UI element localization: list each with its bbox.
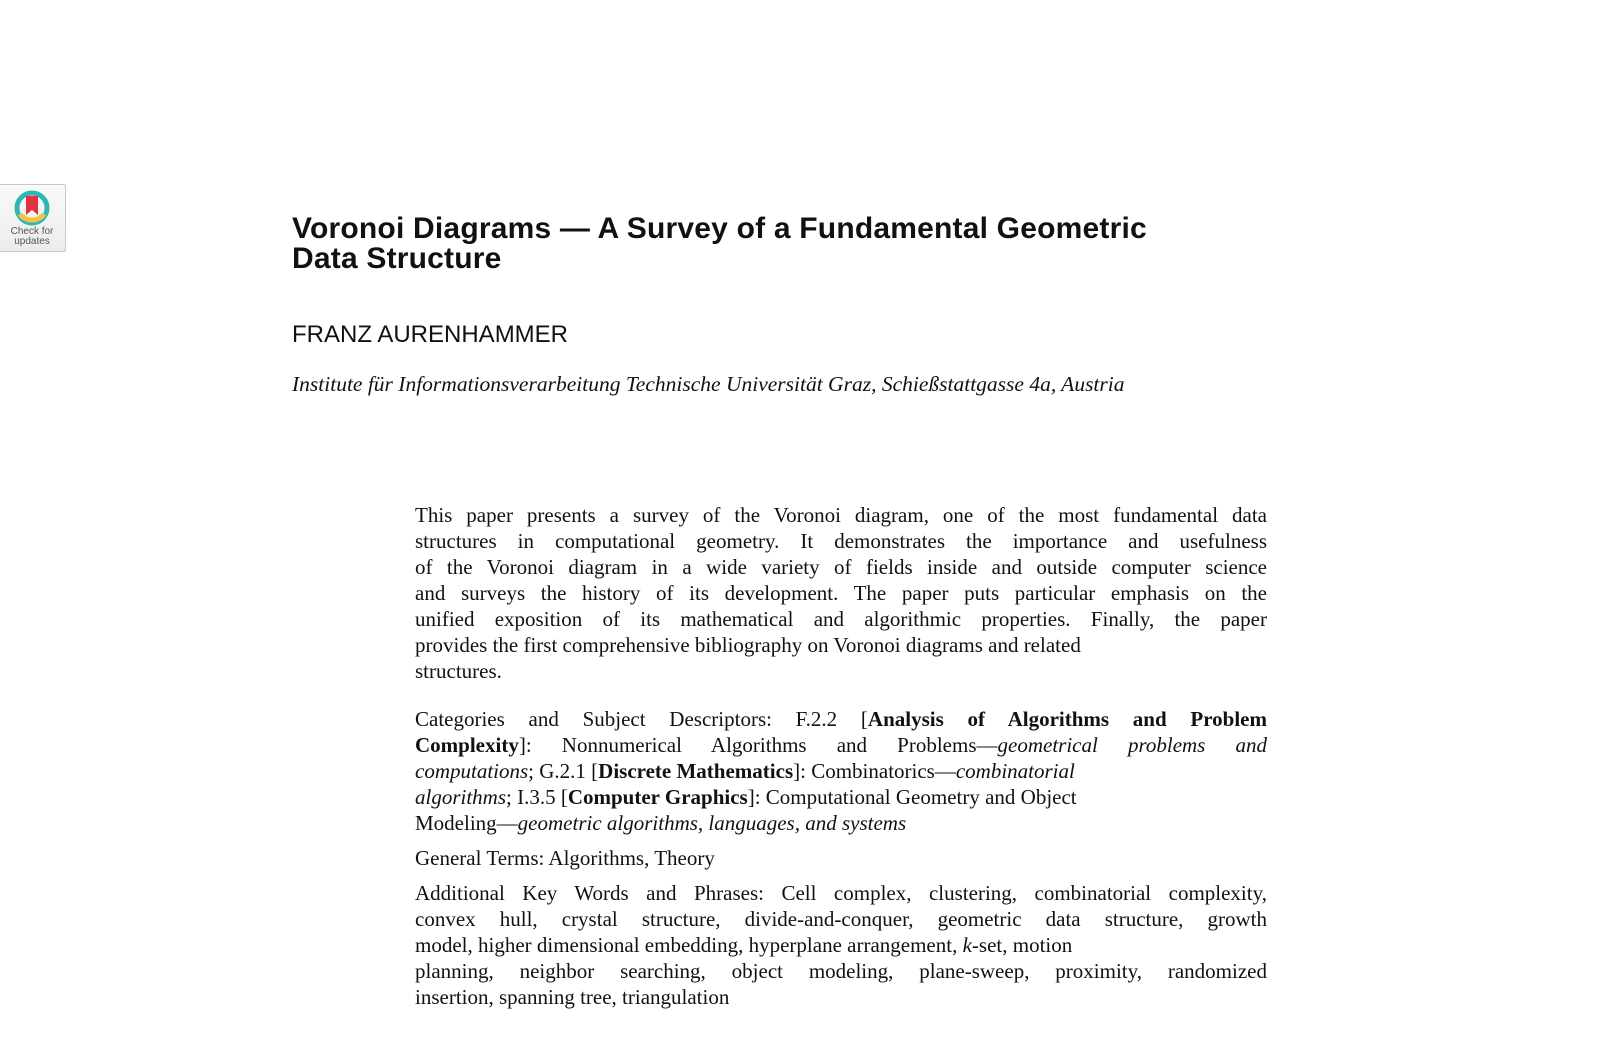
keywords-line: insertion, spanning tree, triangulation: [415, 985, 730, 1009]
abstract-line: unified exposition of its mathematical and algorithmic properties. Finally, the paper: [415, 607, 1267, 631]
author-name: FRANZ AURENHAMMER: [292, 321, 569, 348]
categories-line-5: [415, 810, 1267, 836]
categories-text: ; G.2.1 [: [528, 759, 599, 783]
categories-bold: Computer Graphics: [567, 785, 748, 809]
check-for-updates-label: [0, 227, 64, 247]
categories-italic: combinatorial: [955, 759, 1075, 783]
keywords-line: convex hull, crystal structure, divide-and-conquer, geometric data structure, growth: [415, 907, 1267, 931]
title-line-1: Voronoi Diagrams — A Survey of a Fundamental Geometric: [292, 212, 1147, 245]
keywords-text: model, higher dimensional embedding, hyperplane arrangement,: [415, 933, 963, 957]
abstract-line: structures in computational geometry. It demonstrates the importance and usefulness: [415, 529, 1267, 553]
categories-bold: Complexity: [415, 733, 519, 757]
abstract-line: structures.: [415, 659, 502, 683]
keywords-line: Additional Key Words and Phrases: Cell complex, clustering, combinatorial complexity,: [415, 881, 1267, 905]
categories-line-1: [415, 706, 1267, 732]
keywords-text: -set, motion: [971, 933, 1073, 957]
categories-text: ; I.3.5 [: [506, 785, 568, 809]
check-for-updates-badge[interactable]: [0, 184, 66, 252]
keywords-line: planning, neighbor searching, object modeling, plane-sweep, proximity, randomized: [415, 959, 1267, 983]
categories-text: ]: Nonnumerical Algorithms and Problems—: [518, 733, 998, 757]
categories-italic: geometric algorithms, languages, and systems: [517, 811, 907, 835]
categories-text: ]: Computational Geometry and Object: [747, 785, 1077, 809]
abstract-line: provides the first comprehensive bibliography on Voronoi diagrams and related: [415, 633, 1081, 657]
keywords-italic: k: [962, 933, 972, 957]
categories-line-4: [415, 784, 1267, 810]
categories-subject-descriptors: [415, 706, 1267, 836]
abstract-line: and surveys the history of its development. The paper puts particular emphasis on the: [415, 581, 1267, 605]
categories-italic: computations: [415, 759, 529, 783]
categories-text: Modeling—: [415, 811, 518, 835]
categories-italic: geometrical problems and: [997, 733, 1267, 757]
categories-line-2: [415, 732, 1267, 758]
keywords-line-3: [415, 932, 1267, 958]
additional-keywords: [415, 880, 1267, 1010]
abstract-line: This paper presents a survey of the Voronoi diagram, one of the most fundamental data: [415, 503, 1267, 527]
categories-text: ]: Combinatorics—: [793, 759, 956, 783]
categories-italic: algorithms: [415, 785, 507, 809]
paper-title: [292, 214, 1192, 274]
categories-bold: Analysis of Algorithms and Problem: [867, 707, 1267, 731]
general-terms: General Terms: Algorithms, Theory: [415, 846, 715, 870]
title-line-2: Data Structure: [292, 242, 502, 275]
badge-line-2: updates: [14, 236, 50, 247]
check-for-updates-icon: [12, 188, 52, 228]
badge-line-1: Check for: [10, 226, 54, 237]
abstract-line: of the Voronoi diagram in a wide variety of fields inside and outside computer science: [415, 555, 1267, 579]
categories-line-3: [415, 758, 1267, 784]
author-affiliation: Institute für Informationsverarbeitung Technische Universität Graz, Schießstattgasse 4a, Austria: [292, 372, 1125, 396]
categories-text: Categories and Subject Descriptors: F.2.2 [: [415, 707, 868, 731]
categories-bold: Discrete Mathematics: [598, 759, 794, 783]
abstract: [415, 502, 1267, 684]
